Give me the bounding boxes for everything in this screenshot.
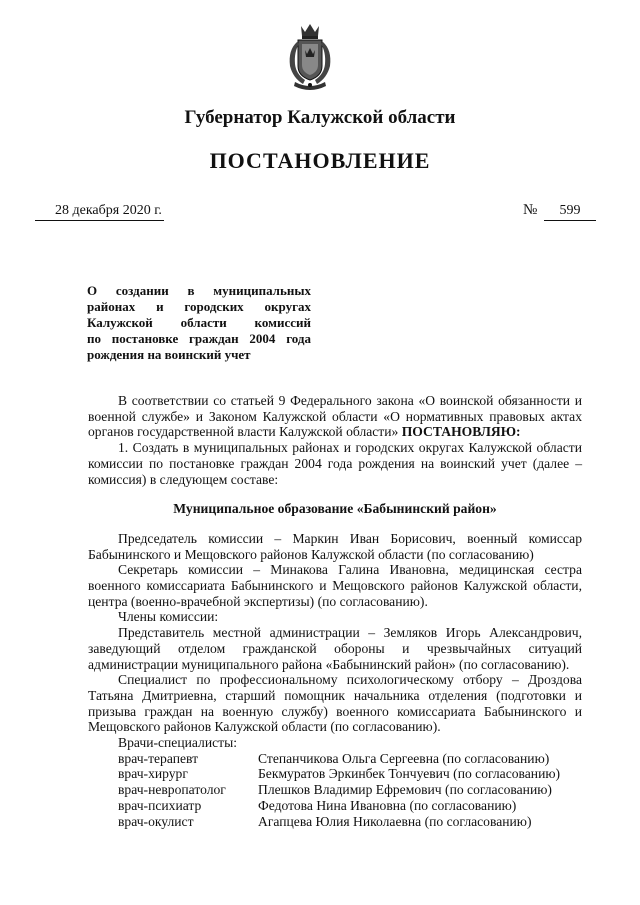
doctor-name: Агапцева Юлия Николаевна (по согласованию) [258,813,532,829]
document-type: ПОСТАНОВЛЕНИЕ [209,148,431,173]
subject-line: рождения на воинский учет [87,347,251,362]
preamble-text: В соответствии со статьей 9 Федерального закона «О воинской обязанности и военной службе» и Законом Калужской области «О нормативных правовых актах органов государственной власти Калужской области» [88,393,582,440]
preamble-keyword: ПОСТАНОВЛЯЮ: [401,424,521,440]
number-label: № [523,202,538,218]
document-body [88,393,582,829]
doctors-label: Врачи-специалисты: [118,735,237,751]
chairman-paragraph: Председатель комиссии – Маркин Иван Борисович, военный комиссар Бабынинского и Мещовского районов Калужской области (по согласованию) [88,530,582,562]
preamble-paragraph [88,393,582,440]
doctor-name: Бекмуратов Эркинбек Тончуевич (по согласованию) [258,766,561,782]
doctor-row [88,798,582,814]
document-number: 599 [544,203,596,221]
psychologist-paragraph: Специалист по профессиональному психологическому отбору – Дроздова Татьяна Дмитриевна, старший помощник начальника отделения (подготовки и призыва граждан на военную службу) военного комиссариата Бабынинского и Мещовского районов Калужской области (по согласованию). [88,672,582,735]
doctor-name: Федотова Нина Ивановна (по согласованию) [258,797,517,813]
document-subject [87,283,311,363]
section-title: Муниципальное образование «Бабынинский район» [173,501,497,517]
admin-rep-paragraph: Представитель местной администрации – Земляков Игорь Александрович, заведующий отделом гражданской обороны и чрезвычайных ситуаций администрации муниципального района «Бабынинский район» (по согласованию). [88,625,582,672]
doctor-name: Степанчикова Ольга Сергеевна (по согласованию) [258,750,550,766]
document-date: 28 декабря 2020 г. [35,203,164,221]
subject-line: О создании в муниципальных [87,283,311,298]
doctor-row [88,766,582,782]
issuer-title: Губернатор Калужской области [184,107,456,128]
doctor-row [88,751,582,767]
doctor-role: врач-терапевт [118,750,199,766]
kaluga-coat-of-arms-icon [285,22,335,92]
clause-1: 1. Создать в муниципальных районах и городских округах Калужской области комиссии по постановке граждан 2004 года рождения на воинский учет (далее – комиссия) в следующем составе: [88,440,582,487]
subject-line: по постановке граждан 2004 года [87,331,311,346]
doctor-role: врач-хирург [118,766,188,782]
subject-line: Калужской области комиссий [87,315,311,330]
secretary-paragraph: Секретарь комиссии – Минакова Галина Ивановна, медицинская сестра военного комиссариата Бабынинского и Мещовского районов Калужской области, центра (военно-врачебной экспертизы) (по согласованию). [88,562,582,609]
doctor-row [88,782,582,798]
doctor-role: врач-психиатр [118,797,202,813]
doctor-role: врач-невропатолог [118,782,226,798]
doctor-name: Плешков Владимир Ефремович (по согласованию) [258,782,552,798]
members-label: Члены комиссии: [118,609,219,625]
doctor-row [88,814,582,830]
subject-line: районах и городских округах [87,299,311,314]
doctor-role: врач-окулист [118,813,194,829]
